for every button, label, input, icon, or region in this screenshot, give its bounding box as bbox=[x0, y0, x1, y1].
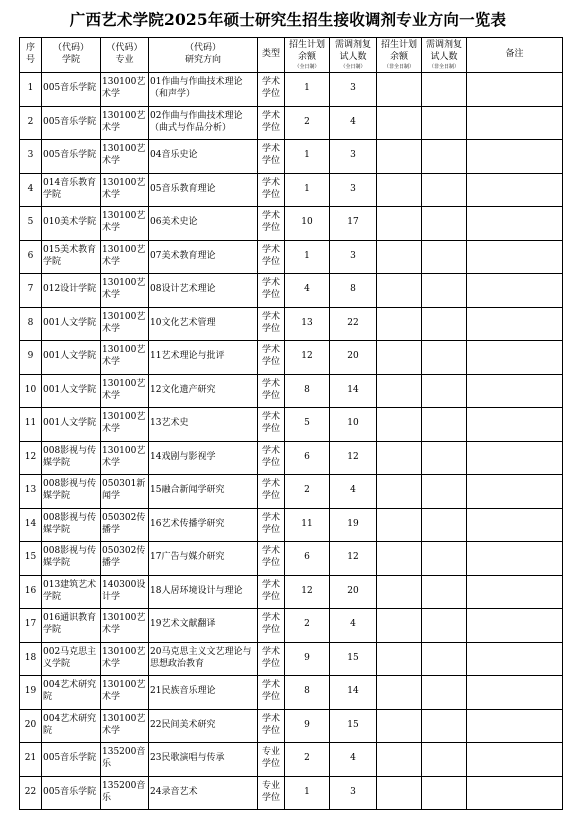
cell-direction: 04音乐史论 bbox=[149, 140, 258, 174]
cell-type: 学术学位 bbox=[258, 274, 285, 308]
cell-type: 学术学位 bbox=[258, 341, 285, 375]
cell-needed-fulltime: 14 bbox=[330, 676, 377, 710]
cell-school: 005音乐学院 bbox=[42, 73, 101, 107]
header-needed-parttime: 需调剂复 试人数 （非全日制） bbox=[422, 38, 467, 73]
table-row bbox=[20, 542, 563, 576]
cell-quota-fulltime: 2 bbox=[285, 475, 330, 509]
table-row bbox=[20, 508, 563, 542]
cell-school: 010美术学院 bbox=[42, 207, 101, 241]
cell-school: 008影视与传媒学院 bbox=[42, 508, 101, 542]
cell-quota-parttime bbox=[377, 106, 422, 140]
cell-quota-parttime bbox=[377, 73, 422, 107]
cell-major: 130100艺术学 bbox=[101, 307, 149, 341]
cell-major: 050302传播学 bbox=[101, 508, 149, 542]
cell-school: 008影视与传媒学院 bbox=[42, 475, 101, 509]
header-quota-parttime: 招生计划 余额 （非全日制） bbox=[377, 38, 422, 73]
cell-quota-fulltime: 1 bbox=[285, 173, 330, 207]
cell-needed-fulltime: 12 bbox=[330, 441, 377, 475]
cell-needed-fulltime: 3 bbox=[330, 173, 377, 207]
cell-seq: 5 bbox=[20, 207, 42, 241]
cell-major: 130100艺术学 bbox=[101, 274, 149, 308]
cell-seq: 1 bbox=[20, 73, 42, 107]
cell-school: 004艺术研究院 bbox=[42, 709, 101, 743]
cell-needed-parttime bbox=[422, 207, 467, 241]
table-row bbox=[20, 207, 563, 241]
cell-direction: 17广告与媒介研究 bbox=[149, 542, 258, 576]
cell-remark bbox=[467, 609, 563, 643]
cell-major: 140300设计学 bbox=[101, 575, 149, 609]
cell-type: 学术学位 bbox=[258, 140, 285, 174]
cell-type: 专业学位 bbox=[258, 743, 285, 777]
cell-type: 学术学位 bbox=[258, 441, 285, 475]
header-direction: （代码） 研究方向 bbox=[149, 38, 258, 73]
cell-type: 学术学位 bbox=[258, 609, 285, 643]
cell-direction: 07美术教育理论 bbox=[149, 240, 258, 274]
table-row bbox=[20, 609, 563, 643]
cell-needed-fulltime: 10 bbox=[330, 408, 377, 442]
cell-seq: 10 bbox=[20, 374, 42, 408]
cell-quota-parttime bbox=[377, 776, 422, 810]
cell-remark bbox=[467, 374, 563, 408]
table-row bbox=[20, 73, 563, 107]
cell-needed-fulltime: 3 bbox=[330, 776, 377, 810]
cell-direction: 06美术史论 bbox=[149, 207, 258, 241]
cell-seq: 2 bbox=[20, 106, 42, 140]
cell-quota-fulltime: 11 bbox=[285, 508, 330, 542]
cell-quota-fulltime: 4 bbox=[285, 274, 330, 308]
cell-quota-parttime bbox=[377, 709, 422, 743]
cell-remark bbox=[467, 341, 563, 375]
cell-needed-parttime bbox=[422, 106, 467, 140]
cell-quota-fulltime: 6 bbox=[285, 542, 330, 576]
cell-quota-parttime bbox=[377, 207, 422, 241]
table-header-row bbox=[20, 38, 563, 73]
cell-quota-parttime bbox=[377, 575, 422, 609]
cell-needed-fulltime: 8 bbox=[330, 274, 377, 308]
cell-school: 001人文学院 bbox=[42, 341, 101, 375]
cell-quota-fulltime: 8 bbox=[285, 374, 330, 408]
table-row bbox=[20, 173, 563, 207]
cell-seq: 9 bbox=[20, 341, 42, 375]
cell-needed-parttime bbox=[422, 73, 467, 107]
cell-quota-fulltime: 1 bbox=[285, 776, 330, 810]
cell-direction: 02作曲与作曲技术理论（曲式与作品分析） bbox=[149, 106, 258, 140]
table-row bbox=[20, 307, 563, 341]
cell-type: 学术学位 bbox=[258, 575, 285, 609]
cell-quota-fulltime: 2 bbox=[285, 106, 330, 140]
cell-needed-parttime bbox=[422, 240, 467, 274]
cell-direction: 23民歌演唱与传承 bbox=[149, 743, 258, 777]
cell-seq: 13 bbox=[20, 475, 42, 509]
cell-quota-parttime bbox=[377, 341, 422, 375]
cell-needed-fulltime: 14 bbox=[330, 374, 377, 408]
cell-direction: 19艺术文献翻译 bbox=[149, 609, 258, 643]
cell-needed-fulltime: 20 bbox=[330, 341, 377, 375]
cell-needed-fulltime: 4 bbox=[330, 106, 377, 140]
cell-school: 001人文学院 bbox=[42, 408, 101, 442]
adjustment-table bbox=[19, 37, 563, 810]
cell-school: 001人文学院 bbox=[42, 307, 101, 341]
cell-needed-parttime bbox=[422, 542, 467, 576]
cell-school: 002马克思主义学院 bbox=[42, 642, 101, 676]
cell-seq: 11 bbox=[20, 408, 42, 442]
header-quota-fulltime: 招生计划 余额 （全日制） bbox=[285, 38, 330, 73]
cell-school: 008影视与传媒学院 bbox=[42, 542, 101, 576]
cell-direction: 24录音艺术 bbox=[149, 776, 258, 810]
cell-school: 015美术教育学院 bbox=[42, 240, 101, 274]
cell-major: 130100艺术学 bbox=[101, 240, 149, 274]
cell-major: 130100艺术学 bbox=[101, 374, 149, 408]
table-row bbox=[20, 106, 563, 140]
cell-remark bbox=[467, 73, 563, 107]
cell-remark bbox=[467, 676, 563, 710]
table-row bbox=[20, 709, 563, 743]
cell-needed-parttime bbox=[422, 441, 467, 475]
cell-direction: 08设计艺术理论 bbox=[149, 274, 258, 308]
cell-major: 130100艺术学 bbox=[101, 173, 149, 207]
cell-needed-parttime bbox=[422, 776, 467, 810]
cell-direction: 12文化遗产研究 bbox=[149, 374, 258, 408]
cell-needed-fulltime: 3 bbox=[330, 73, 377, 107]
cell-major: 130100艺术学 bbox=[101, 341, 149, 375]
cell-seq: 22 bbox=[20, 776, 42, 810]
cell-quota-parttime bbox=[377, 676, 422, 710]
cell-major: 130100艺术学 bbox=[101, 441, 149, 475]
header-school: （代码） 学院 bbox=[42, 38, 101, 73]
table-row bbox=[20, 408, 563, 442]
table-row bbox=[20, 441, 563, 475]
cell-quota-fulltime: 6 bbox=[285, 441, 330, 475]
cell-quota-parttime bbox=[377, 408, 422, 442]
cell-quota-fulltime: 9 bbox=[285, 709, 330, 743]
cell-direction: 20马克思主义文艺理论与思想政治教育 bbox=[149, 642, 258, 676]
cell-direction: 22民间美术研究 bbox=[149, 709, 258, 743]
cell-seq: 21 bbox=[20, 743, 42, 777]
cell-needed-parttime bbox=[422, 475, 467, 509]
cell-remark bbox=[467, 173, 563, 207]
cell-needed-fulltime: 19 bbox=[330, 508, 377, 542]
cell-quota-parttime bbox=[377, 274, 422, 308]
cell-type: 学术学位 bbox=[258, 642, 285, 676]
cell-needed-parttime bbox=[422, 173, 467, 207]
cell-major: 130100艺术学 bbox=[101, 609, 149, 643]
cell-type: 学术学位 bbox=[258, 542, 285, 576]
cell-remark bbox=[467, 441, 563, 475]
cell-seq: 14 bbox=[20, 508, 42, 542]
cell-seq: 19 bbox=[20, 676, 42, 710]
cell-direction: 11艺术理论与批评 bbox=[149, 341, 258, 375]
table-row bbox=[20, 475, 563, 509]
cell-major: 130100艺术学 bbox=[101, 106, 149, 140]
page-title: 广西艺术学院2025年硕士研究生招生接收调剂专业方向一览表 bbox=[69, 10, 507, 29]
cell-remark bbox=[467, 776, 563, 810]
cell-quota-fulltime: 13 bbox=[285, 307, 330, 341]
cell-remark bbox=[467, 274, 563, 308]
cell-school: 008影视与传媒学院 bbox=[42, 441, 101, 475]
cell-seq: 16 bbox=[20, 575, 42, 609]
cell-remark bbox=[467, 743, 563, 777]
cell-type: 学术学位 bbox=[258, 709, 285, 743]
cell-needed-fulltime: 15 bbox=[330, 709, 377, 743]
cell-seq: 12 bbox=[20, 441, 42, 475]
cell-school: 014音乐教育学院 bbox=[42, 173, 101, 207]
cell-needed-parttime bbox=[422, 374, 467, 408]
cell-major: 130100艺术学 bbox=[101, 408, 149, 442]
cell-needed-parttime bbox=[422, 642, 467, 676]
cell-needed-parttime bbox=[422, 709, 467, 743]
cell-quota-fulltime: 2 bbox=[285, 743, 330, 777]
cell-remark bbox=[467, 106, 563, 140]
cell-type: 学术学位 bbox=[258, 106, 285, 140]
table-row bbox=[20, 642, 563, 676]
cell-quota-parttime bbox=[377, 475, 422, 509]
cell-needed-parttime bbox=[422, 408, 467, 442]
cell-major: 050302传播学 bbox=[101, 542, 149, 576]
cell-direction: 21民族音乐理论 bbox=[149, 676, 258, 710]
cell-quota-parttime bbox=[377, 508, 422, 542]
cell-seq: 6 bbox=[20, 240, 42, 274]
cell-needed-parttime bbox=[422, 676, 467, 710]
cell-needed-parttime bbox=[422, 140, 467, 174]
cell-quota-fulltime: 9 bbox=[285, 642, 330, 676]
table-row bbox=[20, 240, 563, 274]
cell-direction: 14戏剧与影视学 bbox=[149, 441, 258, 475]
cell-type: 学术学位 bbox=[258, 475, 285, 509]
cell-type: 学术学位 bbox=[258, 374, 285, 408]
cell-needed-parttime bbox=[422, 307, 467, 341]
table-row bbox=[20, 374, 563, 408]
cell-type: 学术学位 bbox=[258, 240, 285, 274]
cell-remark bbox=[467, 508, 563, 542]
cell-school: 013建筑艺术学院 bbox=[42, 575, 101, 609]
cell-school: 012设计学院 bbox=[42, 274, 101, 308]
cell-needed-parttime bbox=[422, 575, 467, 609]
cell-seq: 3 bbox=[20, 140, 42, 174]
cell-needed-parttime bbox=[422, 609, 467, 643]
cell-type: 学术学位 bbox=[258, 173, 285, 207]
cell-needed-fulltime: 4 bbox=[330, 743, 377, 777]
cell-remark bbox=[467, 475, 563, 509]
cell-major: 130100艺术学 bbox=[101, 642, 149, 676]
cell-school: 005音乐学院 bbox=[42, 776, 101, 810]
cell-school: 005音乐学院 bbox=[42, 140, 101, 174]
cell-type: 学术学位 bbox=[258, 307, 285, 341]
cell-major: 135200音乐 bbox=[101, 776, 149, 810]
header-seq: 序 号 bbox=[20, 38, 42, 73]
table-body bbox=[20, 73, 563, 810]
cell-direction: 05音乐教育理论 bbox=[149, 173, 258, 207]
cell-quota-parttime bbox=[377, 609, 422, 643]
header-type: 类型 bbox=[258, 38, 285, 73]
cell-type: 学术学位 bbox=[258, 207, 285, 241]
header-needed-fulltime: 需调剂复 试人数 （全日制） bbox=[330, 38, 377, 73]
cell-needed-fulltime: 4 bbox=[330, 475, 377, 509]
cell-quota-parttime bbox=[377, 642, 422, 676]
cell-quota-fulltime: 5 bbox=[285, 408, 330, 442]
cell-needed-fulltime: 15 bbox=[330, 642, 377, 676]
cell-quota-fulltime: 12 bbox=[285, 341, 330, 375]
table-row bbox=[20, 575, 563, 609]
table-row bbox=[20, 341, 563, 375]
cell-quota-fulltime: 10 bbox=[285, 207, 330, 241]
cell-school: 001人文学院 bbox=[42, 374, 101, 408]
cell-seq: 4 bbox=[20, 173, 42, 207]
cell-major: 130100艺术学 bbox=[101, 73, 149, 107]
cell-seq: 17 bbox=[20, 609, 42, 643]
cell-quota-parttime bbox=[377, 173, 422, 207]
cell-needed-parttime bbox=[422, 743, 467, 777]
cell-school: 005音乐学院 bbox=[42, 106, 101, 140]
table-row bbox=[20, 676, 563, 710]
cell-quota-fulltime: 8 bbox=[285, 676, 330, 710]
cell-seq: 7 bbox=[20, 274, 42, 308]
cell-needed-parttime bbox=[422, 508, 467, 542]
table-row bbox=[20, 776, 563, 810]
table-row bbox=[20, 140, 563, 174]
cell-quota-parttime bbox=[377, 307, 422, 341]
header-remark: 备注 bbox=[467, 38, 563, 73]
cell-remark bbox=[467, 240, 563, 274]
cell-type: 学术学位 bbox=[258, 73, 285, 107]
cell-major: 130100艺术学 bbox=[101, 676, 149, 710]
cell-quota-fulltime: 1 bbox=[285, 240, 330, 274]
cell-remark bbox=[467, 307, 563, 341]
cell-remark bbox=[467, 575, 563, 609]
cell-quota-parttime bbox=[377, 441, 422, 475]
cell-remark bbox=[467, 408, 563, 442]
cell-school: 005音乐学院 bbox=[42, 743, 101, 777]
cell-type: 学术学位 bbox=[258, 676, 285, 710]
table-row bbox=[20, 743, 563, 777]
cell-remark bbox=[467, 140, 563, 174]
cell-seq: 8 bbox=[20, 307, 42, 341]
cell-quota-fulltime: 2 bbox=[285, 609, 330, 643]
cell-quota-parttime bbox=[377, 240, 422, 274]
cell-needed-fulltime: 17 bbox=[330, 207, 377, 241]
cell-direction: 10文化艺术管理 bbox=[149, 307, 258, 341]
cell-needed-fulltime: 3 bbox=[330, 240, 377, 274]
cell-direction: 16艺术传播学研究 bbox=[149, 508, 258, 542]
cell-needed-fulltime: 12 bbox=[330, 542, 377, 576]
cell-school: 016通识教育学院 bbox=[42, 609, 101, 643]
table-row bbox=[20, 274, 563, 308]
cell-remark bbox=[467, 709, 563, 743]
cell-needed-fulltime: 3 bbox=[330, 140, 377, 174]
cell-remark bbox=[467, 642, 563, 676]
cell-direction: 18人居环境设计与理论 bbox=[149, 575, 258, 609]
cell-remark bbox=[467, 542, 563, 576]
cell-needed-fulltime: 22 bbox=[330, 307, 377, 341]
cell-seq: 20 bbox=[20, 709, 42, 743]
cell-major: 130100艺术学 bbox=[101, 709, 149, 743]
cell-major: 130100艺术学 bbox=[101, 207, 149, 241]
cell-direction: 15融合新闻学研究 bbox=[149, 475, 258, 509]
cell-type: 专业学位 bbox=[258, 776, 285, 810]
cell-needed-parttime bbox=[422, 274, 467, 308]
cell-seq: 18 bbox=[20, 642, 42, 676]
cell-major: 130100艺术学 bbox=[101, 140, 149, 174]
cell-quota-parttime bbox=[377, 743, 422, 777]
cell-seq: 15 bbox=[20, 542, 42, 576]
cell-quota-parttime bbox=[377, 542, 422, 576]
cell-quota-fulltime: 1 bbox=[285, 140, 330, 174]
cell-direction: 01作曲与作曲技术理论（和声学） bbox=[149, 73, 258, 107]
cell-type: 学术学位 bbox=[258, 408, 285, 442]
header-major: （代码） 专业 bbox=[101, 38, 149, 73]
cell-school: 004艺术研究院 bbox=[42, 676, 101, 710]
cell-type: 学术学位 bbox=[258, 508, 285, 542]
cell-needed-parttime bbox=[422, 341, 467, 375]
cell-remark bbox=[467, 207, 563, 241]
cell-needed-fulltime: 20 bbox=[330, 575, 377, 609]
cell-quota-fulltime: 12 bbox=[285, 575, 330, 609]
cell-needed-fulltime: 4 bbox=[330, 609, 377, 643]
cell-quota-parttime bbox=[377, 374, 422, 408]
cell-quota-fulltime: 1 bbox=[285, 73, 330, 107]
cell-direction: 13艺术史 bbox=[149, 408, 258, 442]
cell-quota-parttime bbox=[377, 140, 422, 174]
cell-major: 050301新闻学 bbox=[101, 475, 149, 509]
cell-major: 135200音乐 bbox=[101, 743, 149, 777]
